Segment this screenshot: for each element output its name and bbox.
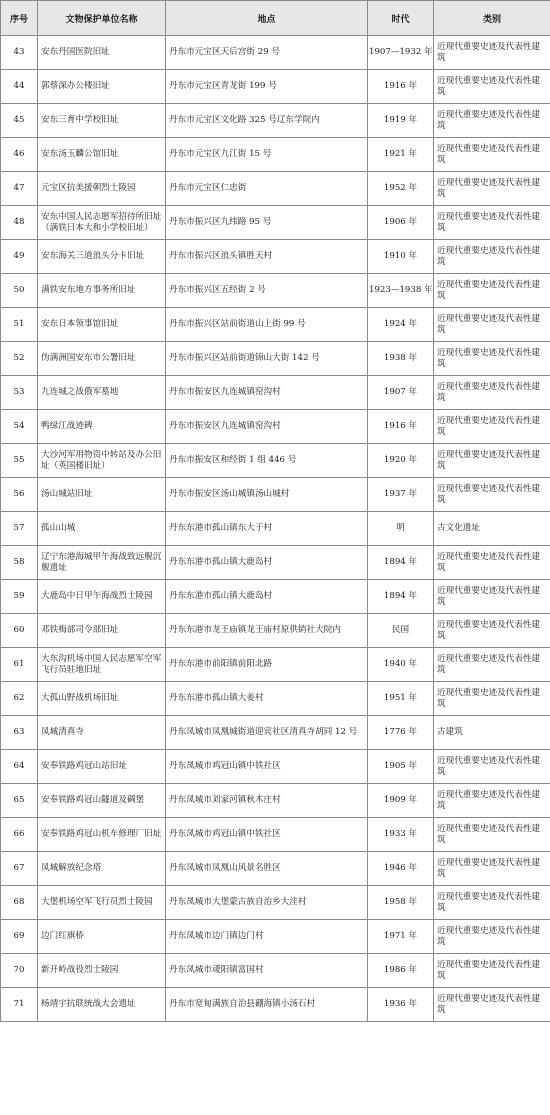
- table-row: [1, 920, 550, 954]
- site-category: 近现代重要史迹及代表性建筑: [434, 750, 550, 784]
- site-name: 邓铁梅部司令部旧址: [38, 614, 166, 648]
- site-era: 1940 年: [368, 648, 434, 682]
- table-row: [1, 750, 550, 784]
- site-era: 1906 年: [368, 206, 434, 240]
- site-era: 1916 年: [368, 410, 434, 444]
- site-name: 大孤山野战机场旧址: [38, 682, 166, 716]
- table-row: [1, 886, 550, 920]
- site-category: 近现代重要史迹及代表性建筑: [434, 410, 550, 444]
- site-era: 1924 年: [368, 308, 434, 342]
- row-number: 66: [1, 818, 38, 852]
- site-category: 近现代重要史迹及代表性建筑: [434, 104, 550, 138]
- row-number: 58: [1, 546, 38, 580]
- site-category: 近现代重要史迹及代表性建筑: [434, 308, 550, 342]
- site-era: 1923—1938 年: [368, 274, 434, 308]
- row-number: 51: [1, 308, 38, 342]
- site-category: 近现代重要史迹及代表性建筑: [434, 376, 550, 410]
- site-location: 丹东市振兴区站前街道山上街 99 号: [166, 308, 368, 342]
- site-name: 郭蔡深办公楼旧址: [38, 70, 166, 104]
- site-location: 丹东凤城市鸡冠山镇中铁社区: [166, 750, 368, 784]
- table-row: [1, 954, 550, 988]
- table-row: [1, 376, 550, 410]
- site-name: 安东三育中学校旧址: [38, 104, 166, 138]
- row-number: 71: [1, 988, 38, 1022]
- table-row: [1, 104, 550, 138]
- site-location: 丹东东港市孤山镇大姜村: [166, 682, 368, 716]
- site-name: 安东汤玉麟公馆旧址: [38, 138, 166, 172]
- site-name: 大堡机场空军飞行员烈士陵园: [38, 886, 166, 920]
- site-category: 近现代重要史迹及代表性建筑: [434, 784, 550, 818]
- site-category: 近现代重要史迹及代表性建筑: [434, 172, 550, 206]
- site-name: 鸭绿江战迹碑: [38, 410, 166, 444]
- site-category: 近现代重要史迹及代表性建筑: [434, 818, 550, 852]
- site-category: 古文化遗址: [434, 512, 550, 546]
- site-location: 丹东东港市孤山镇东大于村: [166, 512, 368, 546]
- table-row: [1, 138, 550, 172]
- site-location: 丹东凤城市大堡蒙古族自治乡大洼村: [166, 886, 368, 920]
- site-location: 丹东市振兴区浪头镇胜天村: [166, 240, 368, 274]
- site-name: 汤山城站旧址: [38, 478, 166, 512]
- row-number: 48: [1, 206, 38, 240]
- site-location: 丹东市振兴区站前街道锦山大街 142 号: [166, 342, 368, 376]
- site-category: 近现代重要史迹及代表性建筑: [434, 580, 550, 614]
- site-location: 丹东东港市孤山镇大鹿岛村: [166, 580, 368, 614]
- row-number: 64: [1, 750, 38, 784]
- site-era: 明: [368, 512, 434, 546]
- site-location: 丹东凤城市凤凰山风景名胜区: [166, 852, 368, 886]
- site-category: 近现代重要史迹及代表性建筑: [434, 920, 550, 954]
- row-number: 62: [1, 682, 38, 716]
- site-location: 丹东市元宝区文化路 325 号辽东学院内: [166, 104, 368, 138]
- site-era: 1910 年: [368, 240, 434, 274]
- site-era: 民国: [368, 614, 434, 648]
- site-era: 1971 年: [368, 920, 434, 954]
- row-number: 46: [1, 138, 38, 172]
- site-era: 1958 年: [368, 886, 434, 920]
- site-name: 大鹿岛中日甲午海战烈士陵园: [38, 580, 166, 614]
- site-name: 孤山山城: [38, 512, 166, 546]
- site-name: 满铁安东地方事务所旧址: [38, 274, 166, 308]
- site-name: 新开岭战役烈士陵园: [38, 954, 166, 988]
- site-era: 1936 年: [368, 988, 434, 1022]
- table-row: [1, 342, 550, 376]
- site-era: 1905 年: [368, 750, 434, 784]
- site-era: 1920 年: [368, 444, 434, 478]
- site-name: 安奉铁路鸡冠山站旧址: [38, 750, 166, 784]
- table-row: [1, 682, 550, 716]
- row-number: 49: [1, 240, 38, 274]
- site-location: 丹东凤城市凤凰城街道迎宾社区清真寺胡同 12 号: [166, 716, 368, 750]
- site-category: 近现代重要史迹及代表性建筑: [434, 886, 550, 920]
- site-location: 丹东市元宝区青龙街 199 号: [166, 70, 368, 104]
- site-category: 古建筑: [434, 716, 550, 750]
- site-category: 近现代重要史迹及代表性建筑: [434, 274, 550, 308]
- table-row: [1, 546, 550, 580]
- site-category: 近现代重要史迹及代表性建筑: [434, 614, 550, 648]
- site-name: 元宝区抗美援朝烈士陵园: [38, 172, 166, 206]
- site-name: 伪满洲国安东市公署旧址: [38, 342, 166, 376]
- header-location: 地点: [166, 1, 368, 36]
- row-number: 59: [1, 580, 38, 614]
- table-row: [1, 308, 550, 342]
- header-name: 文物保护单位名称: [38, 1, 166, 36]
- site-category: 近现代重要史迹及代表性建筑: [434, 206, 550, 240]
- site-era: 1946 年: [368, 852, 434, 886]
- table-row: [1, 240, 550, 274]
- table-row: [1, 206, 550, 240]
- site-era: 1909 年: [368, 784, 434, 818]
- site-location: 丹东市元宝区天后宫街 29 号: [166, 36, 368, 70]
- row-number: 52: [1, 342, 38, 376]
- site-name: 安奉铁路鸡冠山隧道及碉堡: [38, 784, 166, 818]
- site-location: 丹东凤城市边门镇边门村: [166, 920, 368, 954]
- row-number: 53: [1, 376, 38, 410]
- site-location: 丹东凤城市鸡冠山镇中铁社区: [166, 818, 368, 852]
- row-number: 57: [1, 512, 38, 546]
- site-name: 安奉铁路鸡冠山机车修理厂旧址: [38, 818, 166, 852]
- site-name: 凤城清真寺: [38, 716, 166, 750]
- site-category: 近现代重要史迹及代表性建筑: [434, 444, 550, 478]
- table-row: [1, 444, 550, 478]
- site-name: 大沙河军用物资中转站及办公旧址（英国楼旧址）: [38, 444, 166, 478]
- site-name: 凤城解放纪念塔: [38, 852, 166, 886]
- table-row: [1, 172, 550, 206]
- site-era: 1921 年: [368, 138, 434, 172]
- site-location: 丹东市振安区汤山城镇汤山城村: [166, 478, 368, 512]
- site-era: 1952 年: [368, 172, 434, 206]
- row-number: 44: [1, 70, 38, 104]
- site-era: 1937 年: [368, 478, 434, 512]
- site-category: 近现代重要史迹及代表性建筑: [434, 36, 550, 70]
- site-name: 九连城之战俄军墓地: [38, 376, 166, 410]
- table-row: [1, 580, 550, 614]
- header-era: 时代: [368, 1, 434, 36]
- site-era: 1919 年: [368, 104, 434, 138]
- row-number: 69: [1, 920, 38, 954]
- site-era: 1907—1932 年: [368, 36, 434, 70]
- site-location: 丹东市元宝区仁忠街: [166, 172, 368, 206]
- site-name: 安东中国人民志愿军招待所旧址（满铁日本大和小学校旧址）: [38, 206, 166, 240]
- site-name: 安东海关三道浪头分卡旧址: [38, 240, 166, 274]
- table-row: [1, 512, 550, 546]
- site-era: 1894 年: [368, 580, 434, 614]
- table-row: [1, 818, 550, 852]
- row-number: 65: [1, 784, 38, 818]
- table-row: [1, 478, 550, 512]
- table-row: [1, 784, 550, 818]
- site-era: 1938 年: [368, 342, 434, 376]
- table-row: [1, 716, 550, 750]
- site-name: 边门红旗桥: [38, 920, 166, 954]
- site-category: 近现代重要史迹及代表性建筑: [434, 988, 550, 1022]
- table-row: [1, 988, 550, 1022]
- site-category: 近现代重要史迹及代表性建筑: [434, 648, 550, 682]
- table-row: [1, 614, 550, 648]
- site-location: 丹东市振安区九连城镇窑沟村: [166, 410, 368, 444]
- row-number: 55: [1, 444, 38, 478]
- row-number: 43: [1, 36, 38, 70]
- site-location: 丹东东港市前阳镇前阳北路: [166, 648, 368, 682]
- site-location: 丹东市元宝区九江街 15 号: [166, 138, 368, 172]
- site-location: 丹东凤城市叆阳镇富国村: [166, 954, 368, 988]
- table-row: [1, 648, 550, 682]
- row-number: 67: [1, 852, 38, 886]
- row-number: 61: [1, 648, 38, 682]
- row-number: 54: [1, 410, 38, 444]
- row-number: 50: [1, 274, 38, 308]
- table-row: [1, 410, 550, 444]
- site-era: 1894 年: [368, 546, 434, 580]
- site-era: 1907 年: [368, 376, 434, 410]
- site-name: 辽宁东港海城甲午海战致远舰沉舰遗址: [38, 546, 166, 580]
- table-row: [1, 274, 550, 308]
- table-row: [1, 36, 550, 70]
- row-number: 68: [1, 886, 38, 920]
- site-name: 大东沟机场中国人民志愿军空军飞行员驻地旧址: [38, 648, 166, 682]
- row-number: 47: [1, 172, 38, 206]
- site-category: 近现代重要史迹及代表性建筑: [434, 852, 550, 886]
- site-location: 丹东凤城市刘家河镇秋木庄村: [166, 784, 368, 818]
- site-location: 丹东市振兴区九纬路 95 号: [166, 206, 368, 240]
- table-body: [1, 36, 550, 1022]
- site-category: 近现代重要史迹及代表性建筑: [434, 682, 550, 716]
- row-number: 60: [1, 614, 38, 648]
- site-name: 杨靖宇抗联统战大会遗址: [38, 988, 166, 1022]
- row-number: 63: [1, 716, 38, 750]
- row-number: 70: [1, 954, 38, 988]
- site-category: 近现代重要史迹及代表性建筑: [434, 478, 550, 512]
- site-location: 丹东市振兴区五经街 2 号: [166, 274, 368, 308]
- site-location: 丹东市振安区九连城镇窑沟村: [166, 376, 368, 410]
- site-location: 丹东市振安区和经街 1 组 446 号: [166, 444, 368, 478]
- header-category: 类别: [434, 1, 550, 36]
- site-location: 丹东东港市孤山镇大鹿岛村: [166, 546, 368, 580]
- table-row: [1, 70, 550, 104]
- site-category: 近现代重要史迹及代表性建筑: [434, 138, 550, 172]
- site-era: 1916 年: [368, 70, 434, 104]
- site-name: 安东日本领事馆旧址: [38, 308, 166, 342]
- site-era: 1951 年: [368, 682, 434, 716]
- site-name: 安东丹国医院旧址: [38, 36, 166, 70]
- site-era: 1776 年: [368, 716, 434, 750]
- table-row: [1, 852, 550, 886]
- site-location: 丹东市宽甸满族自治县硼海镇小汤石村: [166, 988, 368, 1022]
- site-location: 丹东东港市龙王庙镇龙王庙村原供销社大院内: [166, 614, 368, 648]
- row-number: 45: [1, 104, 38, 138]
- table-header-row: [1, 1, 550, 36]
- site-category: 近现代重要史迹及代表性建筑: [434, 546, 550, 580]
- header-no: 序号: [1, 1, 38, 36]
- site-category: 近现代重要史迹及代表性建筑: [434, 70, 550, 104]
- site-category: 近现代重要史迹及代表性建筑: [434, 954, 550, 988]
- row-number: 56: [1, 478, 38, 512]
- site-era: 1933 年: [368, 818, 434, 852]
- site-category: 近现代重要史迹及代表性建筑: [434, 240, 550, 274]
- site-category: 近现代重要史迹及代表性建筑: [434, 342, 550, 376]
- site-era: 1986 年: [368, 954, 434, 988]
